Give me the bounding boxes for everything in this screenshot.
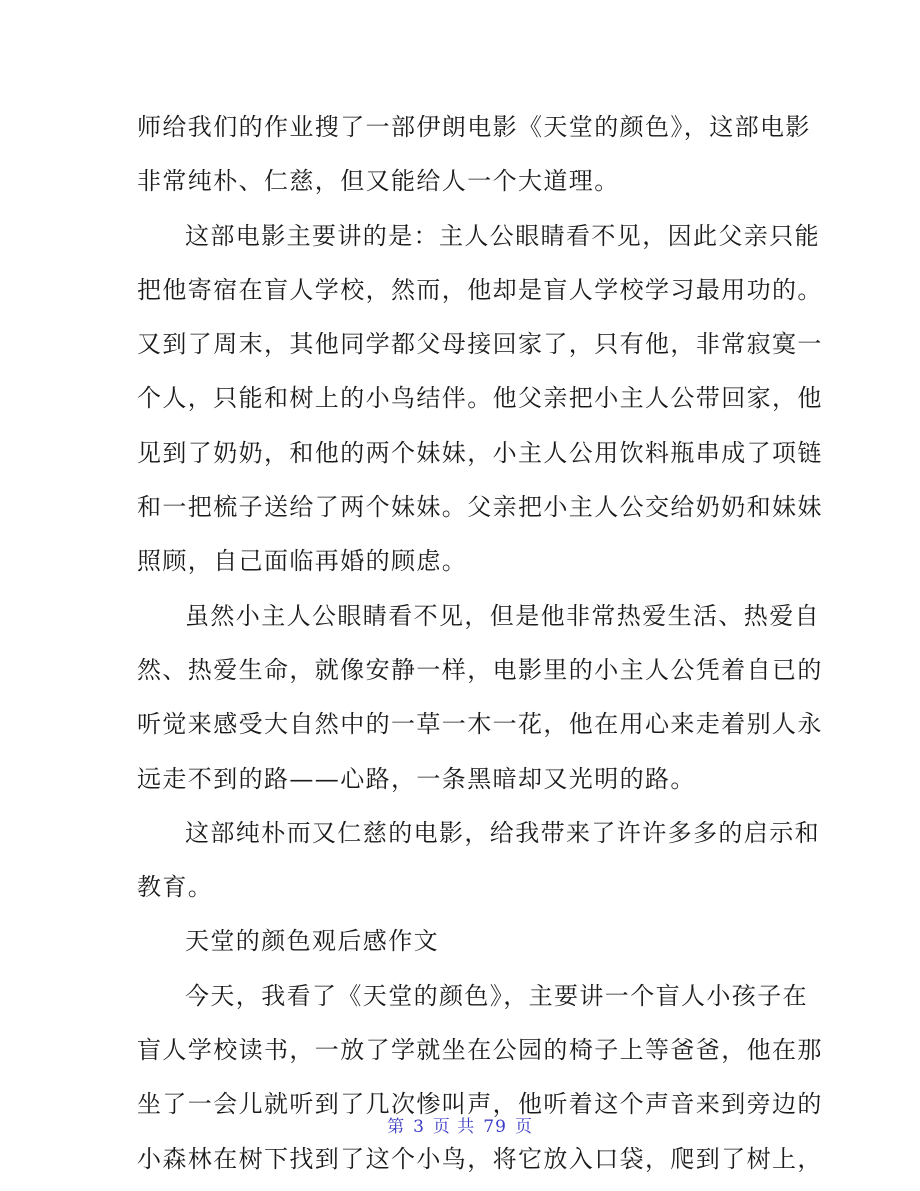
text-line: 今天，我看了《天堂的颜色》，主要讲一个盲人小孩子在 bbox=[185, 981, 808, 1010]
footer-prefix: 第 bbox=[387, 1117, 406, 1137]
text-line: 听觉来感受大自然中的一草一木一花，他在用心来走着别人永 bbox=[137, 710, 823, 739]
text-line: 天堂的颜色观后感作文 bbox=[185, 927, 439, 956]
text-line: 这部电影主要讲的是：主人公眼睛看不见，因此父亲只能 bbox=[185, 221, 820, 250]
text-line: 个人，只能和树上的小鸟结伴。他父亲把小主人公带回家，他 bbox=[137, 384, 823, 413]
text-line: 虽然小主人公眼睛看不见，但是他非常热爱生活、热爱自 bbox=[185, 601, 820, 630]
text-line: 坐了一会儿就听到了几次惨叫声，他听着这个声音来到旁边的 bbox=[137, 1090, 823, 1119]
footer-middle: 页 共 bbox=[432, 1117, 476, 1137]
page-footer bbox=[0, 1112, 920, 1137]
text-line: 这部纯朴而又仁慈的电影，给我带来了许许多多的启示和 bbox=[185, 818, 820, 847]
total-pages-number: 79 bbox=[483, 1117, 507, 1137]
text-line: 远走不到的路——心路，一条黑暗却又光明的路。 bbox=[137, 764, 696, 793]
text-line: 和一把梳子送给了两个妹妹。父亲把小主人公交给奶奶和妹妹 bbox=[137, 493, 823, 522]
document-body bbox=[137, 100, 823, 1186]
text-line: 师给我们的作业搜了一部伊朗电影《天堂的颜色》，这部电影 bbox=[137, 113, 811, 141]
footer-suffix: 页 bbox=[514, 1117, 533, 1137]
text-line: 又到了周末，其他同学都父母接回家了，只有他，非常寂寞一 bbox=[137, 330, 823, 359]
text-line: 见到了奶奶，和他的两个妹妹，小主人公用饮料瓶串成了项链 bbox=[137, 438, 823, 467]
text-line: 然、热爱生命，就像安静一样，电影里的小主人公凭着自已的 bbox=[137, 655, 823, 684]
text-line: 小森林在树下找到了这个小鸟，将它放入口袋，爬到了树上， bbox=[137, 1144, 823, 1173]
text-line: 盲人学校读书，一放了学就坐在公园的椅子上等爸爸，他在那 bbox=[137, 1036, 823, 1065]
text-line: 教育。 bbox=[137, 873, 214, 902]
current-page-number: 3 bbox=[413, 1117, 425, 1137]
text-line: 非常纯朴、仁慈，但又能给人一个大道理。 bbox=[137, 167, 620, 196]
text-line: 照顾，自己面临再婚的顾虑。 bbox=[137, 547, 468, 576]
text-line: 把他寄宿在盲人学校，然而，他却是盲人学校学习最用功的。 bbox=[137, 275, 823, 304]
